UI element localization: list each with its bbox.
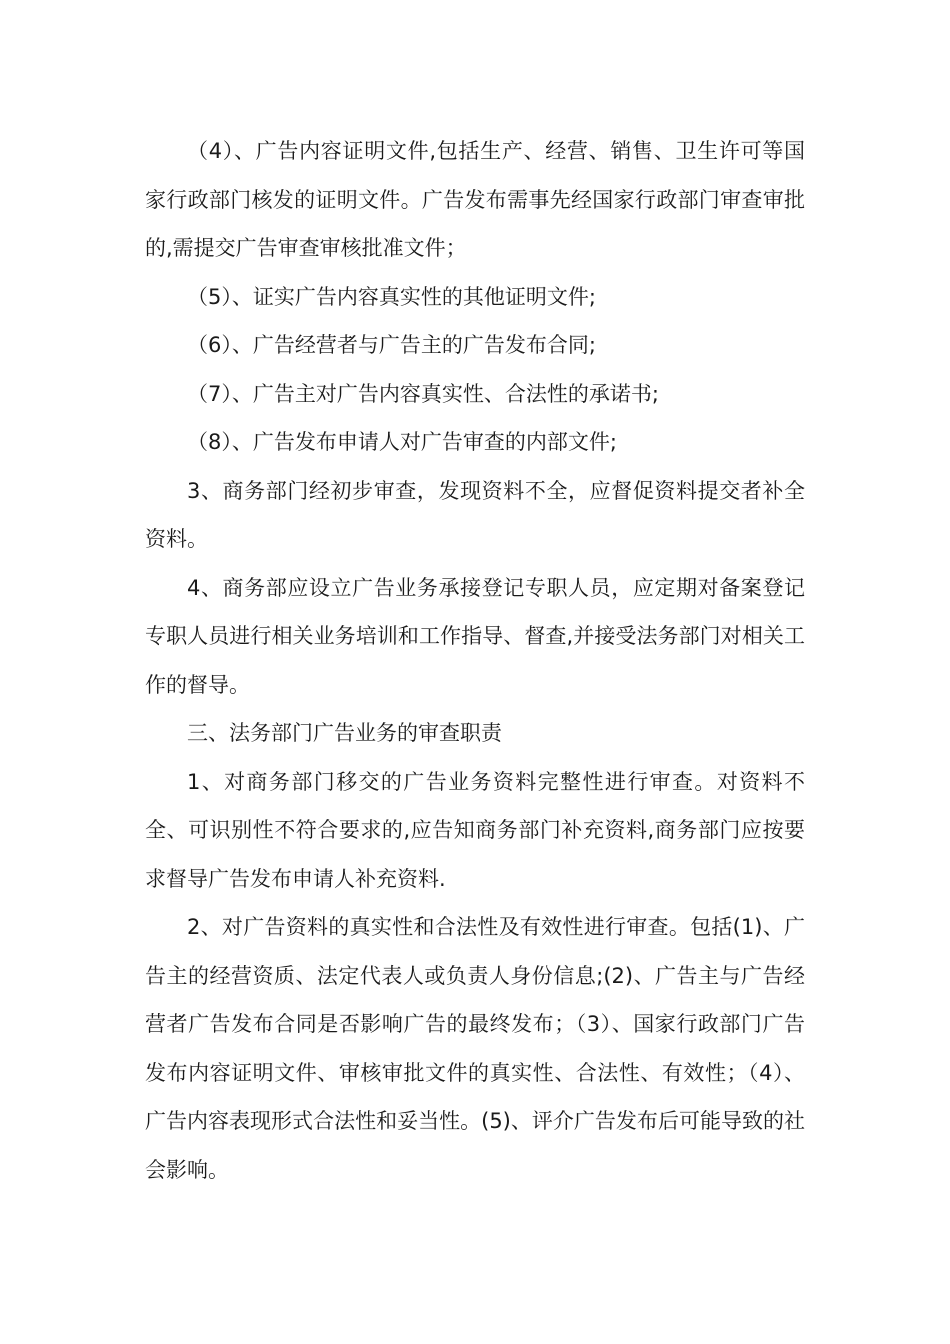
paragraph-duty-1-completeness: 1、对商务部门移交的广告业务资料完整性进行审查。对资料不全、可识别性不符合要求的,应告知商务部门补充资料,商务部门应按要求督导广告发布申请人补充资料. [145,769,805,891]
paragraph-item-5-other-proof: （5）、证实广告内容真实性的其他证明文件; [187,284,596,309]
paragraph-duty-2-authenticity: 2、对广告资料的真实性和合法性及有效性进行审查。包括(1)、广告主的经营资质、法定代表人或负责人身份信息;(2)、广告主与广告经营者广告发布合同是否影响广告的最终发布；（3）、国家行政部门广告发布内容证明文件、审核审批文件的真实性、合法性、有效性；（4）、广告内容表现形式合法性和妥当性。(5)、评介广告发布后可能导致的社会影响。 [145,915,805,1182]
paragraph-item-8-internal-docs: （8）、广告发布申请人对广告审查的内部文件; [187,430,617,454]
paragraph-point-4-registration-staff: 4、商务部应设立广告业务承接登记专职人员，应定期对备案登记专职人员进行相关业务培训和工作指导、督查,并接受法务部门对相关工作的督导。 [145,575,805,697]
section-heading-legal-review-duties: 三、法务部门广告业务的审查职责 [187,721,502,745]
paragraph-point-3-preliminary-review: 3、商务部门经初步审查，发现资料不全，应督促资料提交者补全资料。 [145,478,805,551]
paragraph-item-7-commitment: （7）、广告主对广告内容真实性、合法性的承诺书; [187,381,659,406]
document-body [145,127,805,1194]
paragraph-item-6-contract: （6）、广告经营者与广告主的广告发布合同; [187,333,596,357]
paragraph-item-4-proof-documents: （4）、广告内容证明文件,包括生产、经营、销售、卫生许可等国家行政部门核发的证明文件。广告发布需事先经国家行政部门审查审批的,需提交广告审查审核批准文件； [145,139,805,260]
